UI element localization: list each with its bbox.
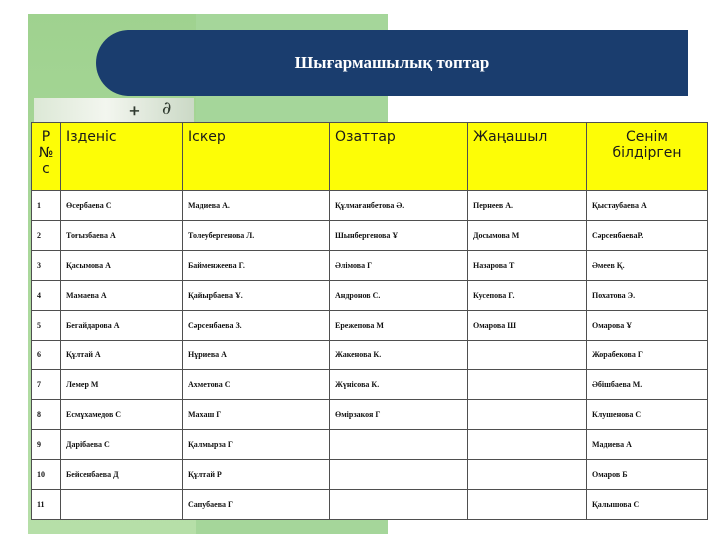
cell-senim-bildirgen: Әмеев Қ. — [587, 250, 708, 280]
cell-isker: Байменжеева Г. — [183, 250, 330, 280]
cell-izdenis — [61, 490, 183, 520]
cell-isker: Нұриева А — [183, 340, 330, 370]
clock-photo-decoration — [34, 98, 194, 125]
header-ozattar: Озаттар — [330, 123, 468, 191]
cell-senim-bildirgen: Омаров Б — [587, 460, 708, 490]
cell-isker: Құлтай Р — [183, 460, 330, 490]
cell-ozattar — [330, 430, 468, 460]
header-izdenis: Ізденіс — [61, 123, 183, 191]
row-number: 10 — [32, 460, 61, 490]
cell-izdenis: Мамаева А — [61, 280, 183, 310]
cell-izdenis: Лемер М — [61, 370, 183, 400]
cell-ozattar — [330, 490, 468, 520]
slide-title: Шығармашылық топтар — [294, 53, 490, 72]
cell-izdenis: Өсербаева С — [61, 191, 183, 221]
cell-senim-bildirgen: Жорабекова Г — [587, 340, 708, 370]
cell-zhanashyl: Омарова Ш — [468, 310, 587, 340]
row-number: 11 — [32, 490, 61, 520]
creative-groups-table — [31, 122, 708, 520]
cell-ozattar: Әлімова Г — [330, 250, 468, 280]
cell-ozattar: Жакенова К. — [330, 340, 468, 370]
clock-hand-glyph: ᚐ — [130, 100, 139, 121]
table-header-row — [32, 123, 708, 191]
cell-zhanashyl — [468, 400, 587, 430]
table-row — [32, 460, 708, 490]
header-zhanashyl: Жаңашыл — [468, 123, 587, 191]
cell-isker: Ахметова С — [183, 370, 330, 400]
cell-isker: Қалмырза Г — [183, 430, 330, 460]
header-isker: Іскер — [183, 123, 330, 191]
cell-izdenis: Тоғызбаева А — [61, 220, 183, 250]
cell-zhanashyl — [468, 370, 587, 400]
cell-izdenis: Бейсенбаева Д — [61, 460, 183, 490]
row-number: 9 — [32, 430, 61, 460]
row-number: 4 — [32, 280, 61, 310]
cell-senim-bildirgen: Әбішбаева М. — [587, 370, 708, 400]
cell-izdenis: Құлтай А — [61, 340, 183, 370]
table-row — [32, 370, 708, 400]
cell-zhanashyl: Кусепова Г. — [468, 280, 587, 310]
row-number: 7 — [32, 370, 61, 400]
cell-isker: Толеубергенова Л. — [183, 220, 330, 250]
cell-isker: Махаш Г — [183, 400, 330, 430]
cell-senim-bildirgen: Қыстаубаева А — [587, 191, 708, 221]
header-senim-bildirgen: Сенім білдірген — [587, 123, 708, 191]
clock-numeral-glyph: ∂ — [162, 98, 172, 119]
row-number: 3 — [32, 250, 61, 280]
cell-isker: Сапубаева Г — [183, 490, 330, 520]
table-row — [32, 250, 708, 280]
table-row — [32, 340, 708, 370]
title-banner — [96, 30, 688, 96]
header-number: Р № с — [32, 123, 61, 191]
cell-isker: Сәрсенбаева З. — [183, 310, 330, 340]
cell-isker: Қайырбаева Ұ. — [183, 280, 330, 310]
cell-zhanashyl: Пернеев А. — [468, 191, 587, 221]
table-row — [32, 220, 708, 250]
row-number: 1 — [32, 191, 61, 221]
cell-izdenis: Дарібаева С — [61, 430, 183, 460]
cell-senim-bildirgen: Омарова Ұ — [587, 310, 708, 340]
cell-ozattar: Шынбергенова Ұ — [330, 220, 468, 250]
cell-senim-bildirgen: Қалышова С — [587, 490, 708, 520]
table-row — [32, 400, 708, 430]
cell-ozattar: Ережепова М — [330, 310, 468, 340]
row-number: 6 — [32, 340, 61, 370]
table-row — [32, 310, 708, 340]
cell-zhanashyl — [468, 490, 587, 520]
cell-senim-bildirgen: Клушенова С — [587, 400, 708, 430]
cell-izdenis: Бегайдарова А — [61, 310, 183, 340]
cell-ozattar: Жүнісова К. — [330, 370, 468, 400]
table-row — [32, 490, 708, 520]
cell-senim-bildirgen: СәрсенбаеваР. — [587, 220, 708, 250]
row-number: 2 — [32, 220, 61, 250]
cell-izdenis: Қасымова А — [61, 250, 183, 280]
cell-izdenis: Есмұхамедов С — [61, 400, 183, 430]
table-row — [32, 430, 708, 460]
cell-ozattar: Құлмағанбетова Ә. — [330, 191, 468, 221]
row-number: 5 — [32, 310, 61, 340]
row-number: 8 — [32, 400, 61, 430]
cell-zhanashyl — [468, 430, 587, 460]
cell-zhanashyl — [468, 460, 587, 490]
table-row — [32, 191, 708, 221]
cell-senim-bildirgen: Мадиева А — [587, 430, 708, 460]
cell-ozattar — [330, 460, 468, 490]
cell-ozattar: Өмірзакоя Г — [330, 400, 468, 430]
cell-zhanashyl: Досымова М — [468, 220, 587, 250]
cell-senim-bildirgen: Похатова Э. — [587, 280, 708, 310]
cell-ozattar: Андронов С. — [330, 280, 468, 310]
table-row — [32, 280, 708, 310]
cell-zhanashyl — [468, 340, 587, 370]
cell-isker: Мадиева А. — [183, 191, 330, 221]
cell-zhanashyl: Назарова Т — [468, 250, 587, 280]
